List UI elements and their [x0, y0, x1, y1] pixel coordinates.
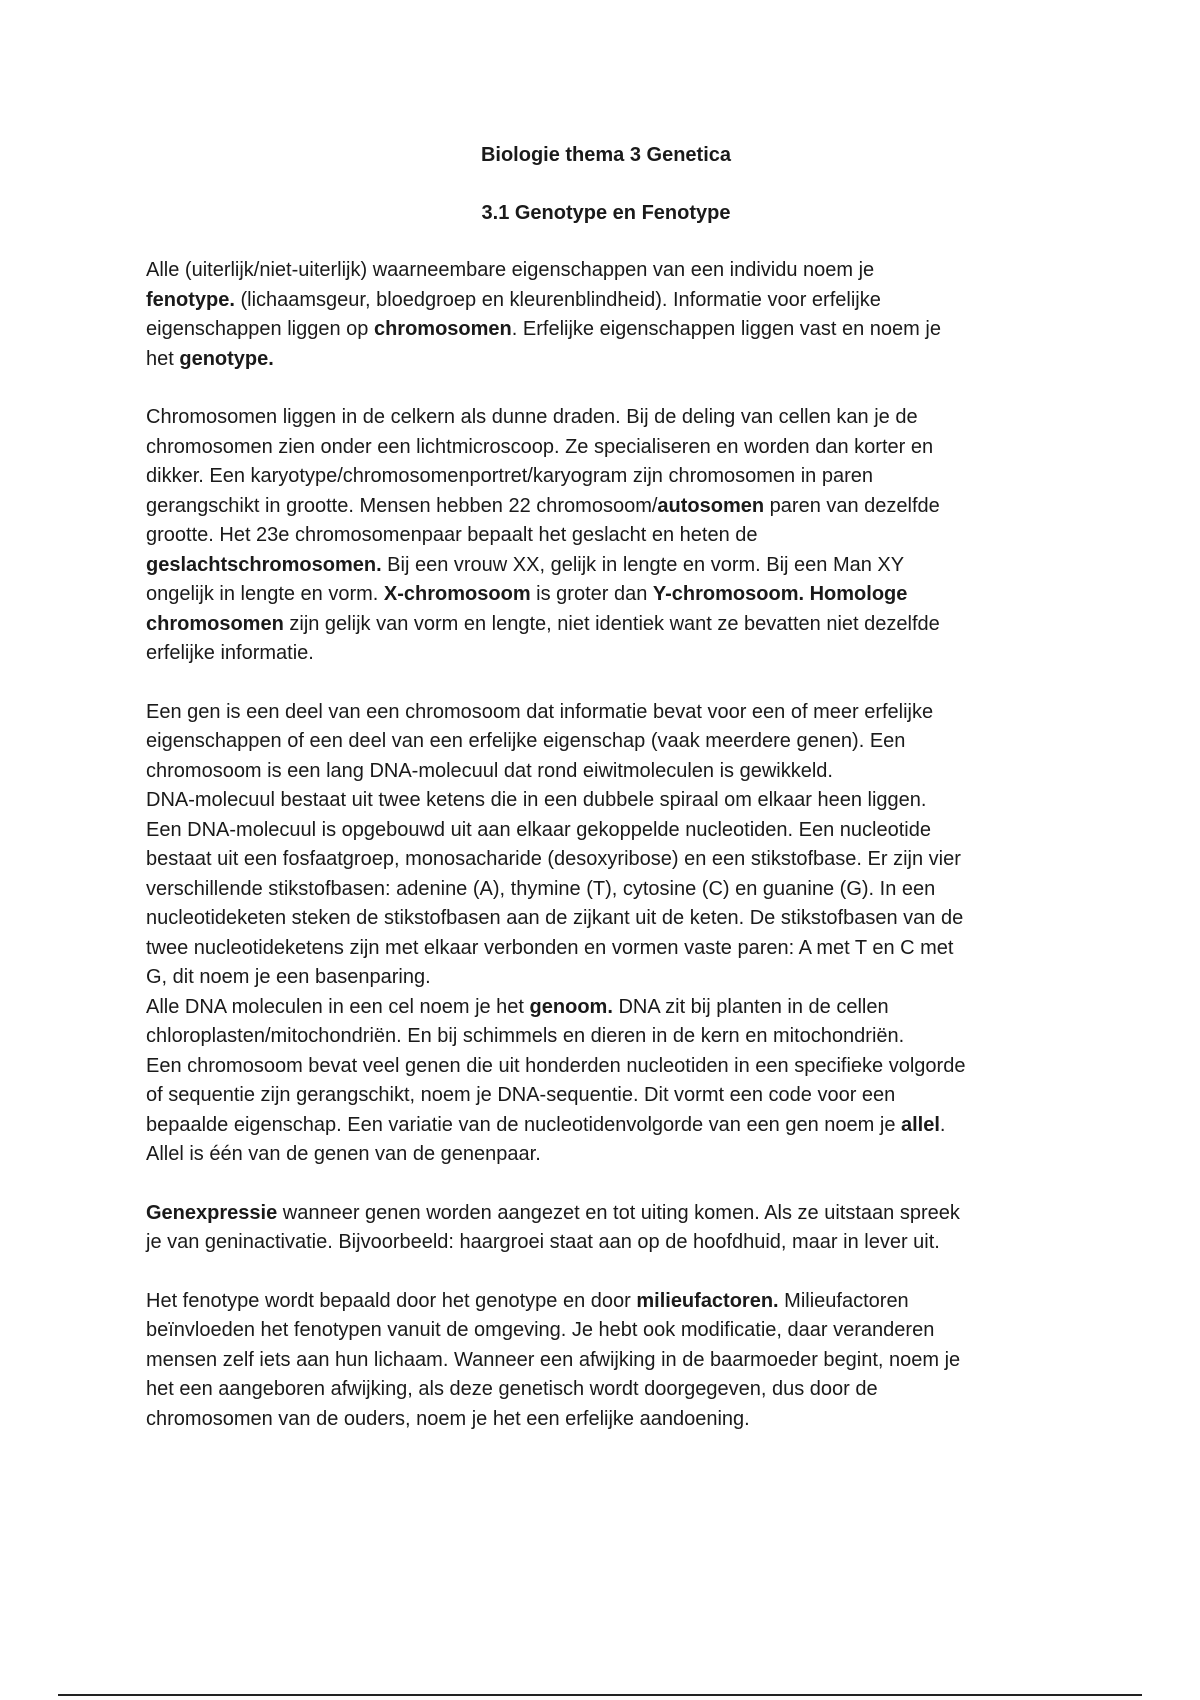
- text-line: [146, 993, 1066, 1023]
- text-run: chromosomen zien onder een lichtmicroscoop. Ze specialiseren en worden dan korter en: [146, 435, 934, 458]
- text-run: is groter dan: [530, 583, 653, 605]
- text-run: Alle (uiterlijk/niet-uiterlijk) waarneembare eigenschappen van een individu noem je: [146, 259, 875, 281]
- bold-term: genotype.: [179, 347, 274, 370]
- bold-term: fenotype.: [146, 288, 235, 311]
- text-run: verschillende stikstofbasen: adenine (A), thymine (T), cytosine (C) en guanine (G). In een: [146, 877, 936, 900]
- text-run: mensen zelf iets aan hun lichaam. Wanneer een afwijking in de baarmoeder begint, noem je: [146, 1348, 961, 1371]
- text-line: [146, 403, 1066, 433]
- bold-term: X-chromosoom: [383, 583, 531, 605]
- text-line: [146, 639, 1066, 669]
- text-line: [146, 462, 1066, 492]
- paragraph-4: [146, 1199, 1066, 1258]
- text-line: [146, 1405, 1066, 1435]
- text-line: [146, 1140, 1066, 1170]
- text-line: [146, 433, 1066, 463]
- text-run: nucleotideketen steken de stikstofbasen aan de zijkant uit de keten. De stikstofbasen van de: [146, 907, 964, 929]
- text-line: [146, 1111, 1066, 1141]
- bold-term: chromosomen: [373, 318, 512, 340]
- text-run: paren van dezelfde: [764, 494, 940, 517]
- bold-term: allel: [901, 1113, 940, 1136]
- text-run: G, dit noem je een basenparing.: [146, 966, 431, 988]
- text-line: [146, 1287, 1066, 1317]
- document-title: Biologie thema 3 Genetica: [480, 144, 732, 166]
- text-line: [146, 1228, 1066, 1258]
- text-line: [146, 875, 1066, 905]
- text-run: chromosoom is een lang DNA-molecuul dat rond eiwitmoleculen is gewikkeld.: [146, 759, 833, 782]
- text-run: wanneer genen worden aangezet en tot uiting komen. Als ze uitstaan spreek: [277, 1201, 960, 1224]
- text-line: [146, 1346, 1066, 1376]
- paragraph-1: [146, 256, 1066, 374]
- text-line: [146, 256, 1066, 286]
- text-run: beïnvloeden het fenotypen vanuit de omgeving. Je hebt ook modificatie, daar veranderen: [146, 1319, 935, 1341]
- text-run: ongelijk in lengte en vorm.: [146, 583, 384, 605]
- paragraph-3: [146, 698, 1066, 1170]
- text-run: het: [146, 347, 180, 370]
- text-line: [146, 845, 1066, 875]
- text-line: [146, 1052, 1066, 1082]
- bold-term: chromosomen: [146, 612, 284, 635]
- text-line: [146, 492, 1066, 522]
- text-run: Bij een vrouw XX, gelijk in lengte en vorm. Bij een Man XY: [381, 553, 905, 576]
- text-run: grootte. Het 23e chromosomenpaar bepaalt het geslacht en heten de: [146, 524, 758, 546]
- text-run: Allel is één van de genen van de genenpaar.: [146, 1143, 541, 1165]
- text-line: [146, 610, 1066, 640]
- text-line: [146, 963, 1066, 993]
- text-line: [146, 345, 1066, 375]
- text-run: dikker. Een karyotype/chromosomenportret/karyogram zijn chromosomen in paren: [146, 465, 873, 487]
- text-run: zijn gelijk van vorm en lengte, niet identiek want ze bevatten niet dezelfde: [283, 612, 940, 635]
- text-line: [146, 727, 1066, 757]
- text-run: (lichaamsgeur, bloedgroep en kleurenblindheid). Informatie voor erfelijke: [234, 288, 881, 311]
- bold-term: Genexpressie: [146, 1201, 278, 1224]
- text-run: eigenschappen of een deel van een erfelijke eigenschap (vaak meerdere genen). Een: [146, 730, 906, 752]
- text-run: .: [939, 1113, 946, 1136]
- text-run: Chromosomen liggen in de celkern als dunne draden. Bij de deling van cellen kan je de: [146, 406, 918, 428]
- text-run: Een gen is een deel van een chromosoom dat informatie bevat voor een of meer erfelijke: [146, 700, 934, 723]
- text-run: Het fenotype wordt bepaald door het genotype en door: [146, 1289, 637, 1312]
- text-line: [146, 698, 1066, 728]
- text-run: Alle DNA moleculen in een cel noem je het: [146, 995, 530, 1018]
- text-run: DNA-molecuul bestaat uit twee ketens die in een dubbele spiraal om elkaar heen liggen.: [146, 789, 927, 811]
- text-run: je van geninactivatie. Bijvoorbeeld: haargroei staat aan op de hoofdhuid, maar in lever uit.: [146, 1231, 940, 1253]
- text-run: het een aangeboren afwijking, als deze genetisch wordt doorgegeven, dus door de: [146, 1378, 878, 1400]
- text-run: chloroplasten/mitochondriën. En bij schimmels en dieren in de kern en mitochondriën.: [146, 1025, 905, 1047]
- bold-term: Y-chromosoom. Homologe: [652, 583, 908, 605]
- text-line: [146, 1199, 1066, 1229]
- text-run: Milieufactoren: [778, 1289, 909, 1312]
- text-run: . Erfelijke eigenschappen liggen vast en noem je: [511, 318, 941, 340]
- text-line: [146, 551, 1066, 581]
- text-line: [146, 315, 1066, 345]
- text-line: [146, 580, 1066, 610]
- text-line: [146, 286, 1066, 316]
- text-run: erfelijke informatie.: [146, 642, 314, 664]
- text-run: bepaalde eigenschap. Een variatie van de nucleotidenvolgorde van een gen noem je: [146, 1113, 901, 1136]
- text-line: [146, 1081, 1066, 1111]
- text-line: [146, 1316, 1066, 1346]
- text-line: [146, 786, 1066, 816]
- document-body: [146, 140, 1066, 1463]
- text-line: [146, 521, 1066, 551]
- paragraph-2: [146, 403, 1066, 669]
- footer-divider: [58, 1694, 1142, 1696]
- text-line: [146, 757, 1066, 787]
- paragraph-list: [146, 256, 1066, 1434]
- bold-term: geslachtschromosomen.: [146, 553, 382, 576]
- bold-term: milieufactoren.: [636, 1289, 779, 1312]
- section-title: 3.1 Genotype en Fenotype: [481, 202, 731, 224]
- text-line: [146, 1022, 1066, 1052]
- text-run: Een chromosoom bevat veel genen die uit honderden nucleotiden in een specifieke volgorde: [146, 1054, 966, 1077]
- text-line: [146, 934, 1066, 964]
- text-run: of sequentie zijn gerangschikt, noem je DNA-sequentie. Dit vormt een code voor een: [146, 1084, 896, 1106]
- text-line: [146, 816, 1066, 846]
- paragraph-5: [146, 1287, 1066, 1435]
- text-run: twee nucleotideketens zijn met elkaar verbonden en vormen vaste paren: A met T en C met: [146, 936, 954, 959]
- text-run: DNA zit bij planten in de cellen: [612, 995, 889, 1018]
- bold-term: genoom.: [529, 995, 613, 1018]
- text-run: chromosomen van de ouders, noem je het een erfelijke aandoening.: [146, 1407, 750, 1430]
- text-run: Een DNA-molecuul is opgebouwd uit aan elkaar gekoppelde nucleotiden. Een nucleotide: [146, 818, 931, 841]
- text-line: [146, 1375, 1066, 1405]
- text-run: eigenschappen liggen op: [146, 318, 374, 340]
- text-run: gerangschikt in grootte. Mensen hebben 22 chromosoom/: [146, 494, 658, 517]
- bold-term: autosomen: [657, 494, 765, 517]
- text-line: [146, 904, 1066, 934]
- text-run: bestaat uit een fosfaatgroep, monosacharide (desoxyribose) en een stikstofbase. Er zijn vier: [146, 848, 961, 870]
